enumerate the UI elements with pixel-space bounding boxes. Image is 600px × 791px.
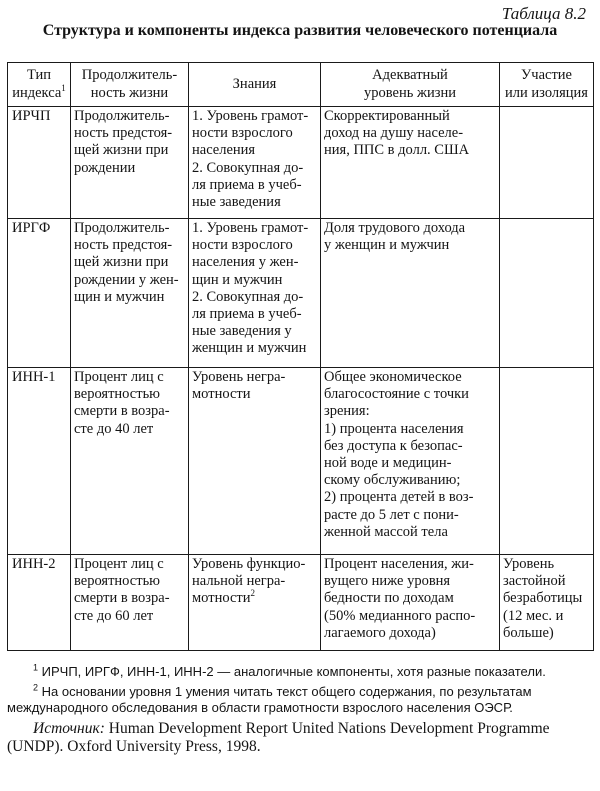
header-participation: Участие или изоляция bbox=[500, 63, 594, 107]
participation-cell bbox=[500, 368, 594, 555]
source-note: Источник: Human Development Report United Nations Development Programme (UNDP). Oxford University Press, 1998. bbox=[7, 719, 550, 755]
footnotes bbox=[7, 664, 593, 756]
header-index-type: Тип индекса$^1$ bbox=[8, 63, 71, 107]
longevity-cell: Процент лиц с вероятностью смерти в возра- сте до 40 лет bbox=[71, 368, 189, 555]
knowledge-cell: 1. Уровень грамот- ности взрослого населения 2. Совокупная до- ля приема в учеб- ные заведения bbox=[189, 107, 321, 219]
footnote-ref-2: 2 bbox=[250, 588, 255, 599]
header-longevity: Продолжитель- ность жизни bbox=[71, 63, 189, 107]
living-standard-cell: Доля трудового дохода у женщин и мужчин bbox=[321, 219, 500, 368]
table-row bbox=[8, 219, 594, 368]
knowledge-cell: 1. Уровень грамот- ности взрослого населения у жен- щин и мужчин 2. Совокупная до- ля приема в учеб- ные заведения у женщин и мужчин bbox=[189, 219, 321, 368]
header-living-standard: Адекватный уровень жизни bbox=[321, 63, 500, 107]
longevity-cell: Процент лиц с вероятностью смерти в возра- сте до 60 лет bbox=[71, 555, 189, 651]
table-row bbox=[8, 107, 594, 219]
living-standard-cell: Общее экономическое благосостояние с точки зрения: 1) процента населения без доступа к безопас- ной воде и медицин- скому обслуживанию; 2) процента детей в воз- расте до 5 лет с пони- женной массой тела bbox=[321, 368, 500, 555]
longevity-cell: Продолжитель- ность предстоя- щей жизни при рождении bbox=[71, 107, 189, 219]
living-standard-cell: Скорректированный доход на душу населе- ния, ППС в долл. США bbox=[321, 107, 500, 219]
index-type-cell: ИНН-2 bbox=[8, 555, 71, 651]
longevity-cell: Продолжитель- ность предстоя- щей жизни при рождении у жен- щин и мужчин bbox=[71, 219, 189, 368]
knowledge-cell: Уровень функцио- нальной негра- мотности$^2$ bbox=[189, 555, 321, 651]
participation-cell bbox=[500, 219, 594, 368]
participation-cell bbox=[500, 107, 594, 219]
index-type-cell: ИРЧП bbox=[8, 107, 71, 219]
header-knowledge: Знания bbox=[189, 63, 321, 107]
table-title: Структура и компоненты индекса развития человеческого потенциала bbox=[42, 22, 558, 39]
footnote-2: $^2$ На основании уровня 1 умения читать текст общего содержания, по результатам международного обследования в области грамотности взрослого населения ОЭСР. bbox=[7, 682, 532, 715]
footnote-1: $^1$ ИРЧП, ИРГФ, ИНН-1, ИНН-2 — аналогичные компоненты, хотя разные показатели. bbox=[33, 662, 546, 679]
participation-cell: Уровень застойной безработицы (12 мес. и больше) bbox=[500, 555, 594, 651]
knowledge-cell: Уровень негра- мотности bbox=[189, 368, 321, 555]
living-standard-cell: Процент населения, жи- вущего ниже уровня бедности по доходам (50% медианного распо- лагаемого дохода) bbox=[321, 555, 500, 651]
hdi-components-table bbox=[7, 62, 594, 651]
table-row bbox=[8, 368, 594, 555]
footnote-ref-1: 1 bbox=[61, 82, 66, 93]
table-header-row bbox=[8, 63, 594, 107]
index-type-cell: ИНН-1 bbox=[8, 368, 71, 555]
table-number: Таблица 8.2 bbox=[501, 4, 586, 23]
index-type-cell: ИРГФ bbox=[8, 219, 71, 368]
table-row bbox=[8, 555, 594, 651]
